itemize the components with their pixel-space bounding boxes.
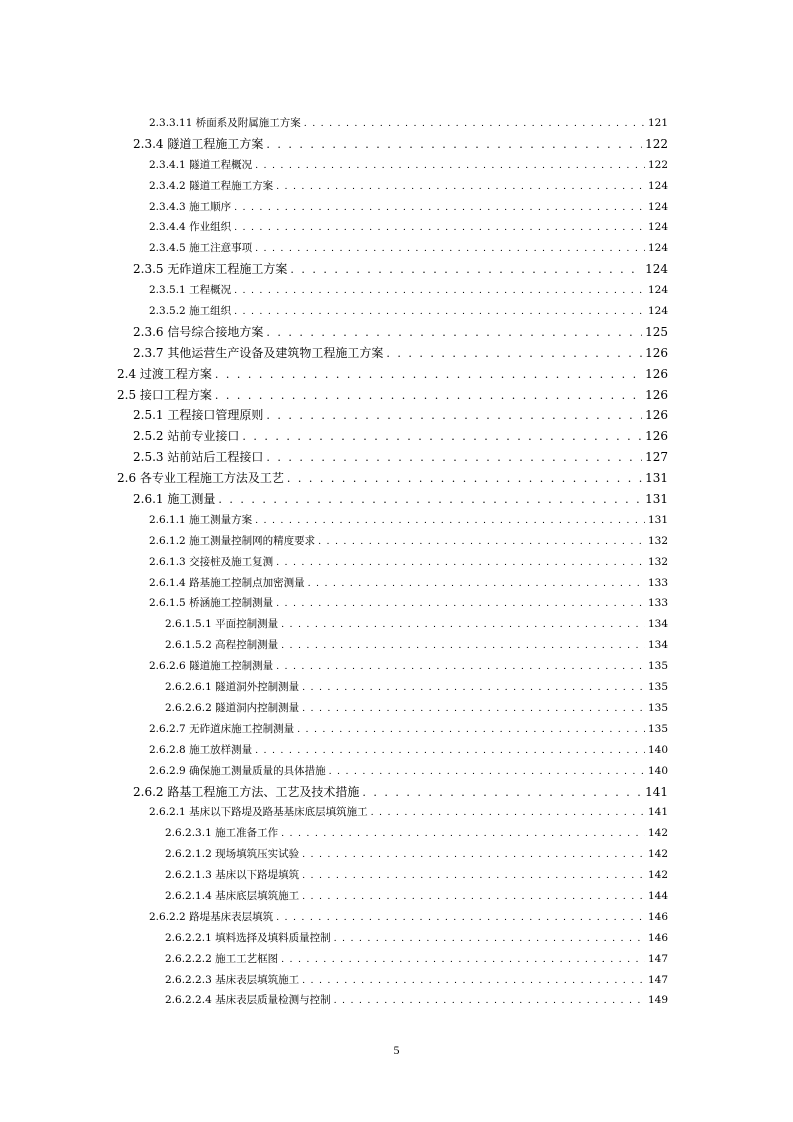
toc-entry-title: 2.5 接口工程方案 [117, 387, 212, 402]
toc-entry-page: 141 [645, 784, 668, 799]
toc-entry-title: 2.3.3.11 桥面系及附属施工方案 [149, 117, 301, 129]
toc-entry-title: 2.6.2.9 确保施工测量质量的具体措施 [149, 764, 326, 777]
toc-entry[interactable] [0, 531, 668, 552]
toc-entry-page: 133 [647, 597, 668, 610]
toc-entry[interactable] [0, 990, 668, 1011]
toc-entry[interactable] [0, 907, 668, 928]
toc-entry-title: 2.5.2 站前专业接口 [133, 429, 240, 444]
dot-leader [308, 574, 645, 594]
toc-entry[interactable] [0, 677, 668, 698]
toc-entry[interactable] [0, 468, 668, 489]
toc-entry-title: 2.3.4 隧道工程施工方案 [133, 136, 264, 151]
toc-entry-page: 126 [645, 366, 668, 381]
toc-entry[interactable] [0, 844, 668, 865]
dot-leader [302, 699, 645, 719]
dot-leader [234, 198, 645, 218]
toc-entry-page: 141 [647, 806, 668, 819]
toc-entry-title: 2.6.2.2.2 施工工艺框图 [165, 952, 279, 965]
dot-leader [281, 950, 645, 970]
toc-entry-page: 140 [647, 764, 668, 777]
toc-entry-title: 2.6.2.1 基床以下路堤及路基基床底层填筑施工 [149, 806, 368, 819]
dot-leader [362, 783, 642, 803]
toc-entry[interactable] [0, 573, 668, 594]
toc-entry-page: 124 [647, 305, 668, 318]
toc-entry-title: 2.3.4.5 施工注意事项 [149, 242, 253, 255]
toc-entry-page: 147 [647, 973, 668, 986]
dot-leader [302, 845, 645, 865]
toc-entry-page: 135 [647, 681, 668, 694]
dot-leader [334, 929, 645, 949]
toc-entry-page: 134 [647, 618, 668, 631]
toc-entry-title: 2.3.5.1 工程概况 [149, 284, 232, 297]
toc-entry[interactable] [0, 405, 668, 426]
toc-entry-title: 2.3.5 无砟道床工程施工方案 [133, 262, 288, 277]
dot-leader [302, 971, 645, 991]
toc-entry[interactable] [0, 301, 668, 322]
toc-entry-title: 2.6.2.2.4 基床表层质量检测与控制 [165, 994, 331, 1007]
toc-entry[interactable] [0, 865, 668, 886]
dot-leader [234, 302, 645, 322]
toc-entry[interactable] [0, 510, 668, 531]
toc-entry-page: 132 [647, 534, 668, 547]
dot-leader [302, 866, 645, 886]
toc-entry[interactable] [0, 280, 668, 301]
toc-entry[interactable] [0, 635, 668, 656]
toc-entry[interactable] [0, 217, 668, 238]
dot-leader [234, 218, 645, 238]
toc-entry-title: 2.5.3 站前站后工程接口 [133, 450, 264, 465]
toc-entry[interactable] [0, 113, 668, 134]
toc-entry-title: 2.3.5.2 施工组织 [149, 305, 232, 318]
toc-entry-title: 2.6.1.2 施工测量控制网的精度要求 [149, 534, 316, 547]
dot-leader [276, 657, 645, 677]
toc-entry[interactable] [0, 740, 668, 761]
toc-entry-title: 2.6.2.7 无砟道床施工控制测量 [149, 722, 295, 735]
dot-leader [266, 135, 642, 155]
toc-entry[interactable] [0, 970, 668, 991]
toc-entry[interactable] [0, 489, 668, 510]
toc-entry-page: 124 [647, 284, 668, 297]
toc-entry-page: 135 [647, 701, 668, 714]
toc-entry-title: 2.6.2.1.3 基床以下路堤填筑 [165, 869, 300, 882]
toc-entry-title: 2.3.4.4 作业组织 [149, 221, 232, 234]
dot-leader [304, 114, 645, 134]
page-number: 5 [393, 1043, 400, 1057]
dot-leader [234, 281, 645, 301]
toc-entry-page: 144 [647, 889, 668, 902]
toc-entry-title: 2.6.2.1.2 现场填筑压实试验 [165, 848, 300, 861]
toc-entry-page: 126 [645, 345, 668, 360]
dot-leader [281, 824, 645, 844]
toc-entry[interactable] [0, 259, 668, 280]
toc-entry-page: 142 [647, 827, 668, 840]
toc-entry-title: 2.6.2.1.4 基床底层填筑施工 [165, 889, 300, 902]
dot-leader [276, 553, 645, 573]
toc-entry[interactable] [0, 343, 668, 364]
toc-entry-page: 146 [647, 910, 668, 923]
dot-leader [255, 741, 645, 761]
toc-entry-page: 121 [647, 117, 668, 129]
toc-entry[interactable] [0, 238, 668, 259]
toc-entry-title: 2.3.4.1 隧道工程概况 [149, 158, 253, 171]
dot-leader [266, 323, 642, 343]
dot-leader [255, 239, 645, 259]
toc-entry-title: 2.6.2 路基工程施工方法、工艺及技术措施 [133, 784, 360, 799]
toc-entry-title: 2.6.1.5.2 高程控制测量 [165, 639, 279, 652]
toc-entry-title: 2.6.1.5 桥涵施工控制测量 [149, 597, 274, 610]
toc-entry[interactable] [0, 823, 668, 844]
toc-entry-title: 2.6.1 施工测量 [133, 492, 216, 507]
toc-entry[interactable] [0, 426, 668, 447]
dot-leader [386, 344, 642, 364]
toc-entry-page: 126 [645, 408, 668, 423]
toc-entry-title: 2.6.1.3 交接桩及施工复测 [149, 555, 274, 568]
toc-entry-title: 2.4 过渡工程方案 [117, 366, 212, 381]
toc-entry-title: 2.6.2.8 施工放样测量 [149, 743, 253, 756]
toc-entry-page: 131 [645, 492, 668, 507]
dot-leader [276, 908, 645, 928]
dot-leader [255, 156, 645, 176]
dot-leader [302, 887, 645, 907]
toc-entry-page: 133 [647, 576, 668, 589]
toc-entry-title: 2.3.7 其他运营生产设备及建筑物工程施工方案 [133, 345, 384, 360]
toc-entry[interactable] [0, 886, 668, 907]
toc-entry[interactable] [0, 802, 668, 823]
dot-leader [281, 636, 645, 656]
toc-entry-page: 142 [647, 869, 668, 882]
toc-entry[interactable] [0, 949, 668, 970]
toc-entry[interactable] [0, 782, 668, 803]
toc-entry[interactable] [0, 134, 668, 155]
toc-entry-title: 2.3.4.2 隧道工程施工方案 [149, 179, 274, 192]
toc-entry-title: 2.6.2.2.1 填料选择及填料质量控制 [165, 931, 331, 944]
toc-entry-page: 149 [647, 994, 668, 1007]
toc-entry-page: 124 [647, 200, 668, 213]
toc-entry-page: 122 [645, 136, 668, 151]
toc-entry[interactable] [0, 928, 668, 949]
toc-entry-title: 2.3.6 信号综合接地方案 [133, 324, 264, 339]
dot-leader [266, 448, 642, 468]
toc-entry-page: 147 [647, 952, 668, 965]
toc-entry-page: 131 [645, 471, 668, 486]
toc-entry-page: 135 [647, 660, 668, 673]
toc-entry-page: 134 [647, 639, 668, 652]
toc-entry-page: 124 [645, 262, 668, 277]
toc-entry-title: 2.3.4.3 施工顺序 [149, 200, 232, 213]
dot-leader [329, 762, 645, 782]
dot-leader [334, 991, 645, 1011]
dot-leader [302, 678, 645, 698]
toc-entry[interactable] [0, 385, 668, 406]
toc-entry-page: 126 [645, 387, 668, 402]
dot-leader [255, 511, 645, 531]
toc-entry-page: 124 [647, 242, 668, 255]
toc-entry-title: 2.6 各专业工程施工方法及工艺 [117, 471, 284, 486]
dot-leader [276, 177, 645, 197]
dot-leader [287, 469, 642, 489]
toc-entry-title: 2.6.1.1 施工测量方案 [149, 513, 253, 526]
toc-entry-title: 2.6.2.6.2 隧道洞内控制测量 [165, 701, 300, 714]
toc-entry[interactable] [0, 656, 668, 677]
dot-leader [290, 260, 642, 280]
toc-entry[interactable] [0, 447, 668, 468]
toc-entry-title: 2.6.2.6.1 隧道洞外控制测量 [165, 681, 300, 694]
dot-leader [242, 427, 642, 447]
toc-entry[interactable] [0, 614, 668, 635]
toc-entry[interactable] [0, 155, 668, 176]
toc-entry-page: 142 [647, 848, 668, 861]
toc-entry-page: 132 [647, 555, 668, 568]
dot-leader [218, 490, 642, 510]
toc-entry-title: 2.6.2.2 路堤基床表层填筑 [149, 910, 274, 923]
toc-entry[interactable] [0, 761, 668, 782]
toc-entry-page: 126 [645, 429, 668, 444]
dot-leader [266, 406, 642, 426]
toc-entry-page: 124 [647, 221, 668, 234]
table-of-contents [0, 113, 793, 1011]
toc-entry-title: 2.6.2.3.1 施工准备工作 [165, 827, 279, 840]
toc-entry-page: 131 [647, 513, 668, 526]
toc-entry-page: 146 [647, 931, 668, 944]
toc-entry[interactable] [0, 698, 668, 719]
toc-entry-page: 124 [647, 179, 668, 192]
toc-entry[interactable] [0, 552, 668, 573]
toc-entry-title: 2.6.2.6 隧道施工控制测量 [149, 660, 274, 673]
dot-leader [215, 365, 642, 385]
toc-entry[interactable] [0, 322, 668, 343]
toc-entry[interactable] [0, 176, 668, 197]
dot-leader [297, 720, 645, 740]
dot-leader [371, 803, 645, 823]
toc-entry[interactable] [0, 364, 668, 385]
toc-entry-page: 122 [647, 158, 668, 171]
dot-leader [276, 594, 645, 614]
toc-entry[interactable] [0, 719, 668, 740]
toc-entry-title: 2.5.1 工程接口管理原则 [133, 408, 264, 423]
toc-entry-title: 2.6.2.2.3 基床表层填筑施工 [165, 973, 300, 986]
toc-entry[interactable] [0, 197, 668, 218]
toc-entry-page: 135 [647, 722, 668, 735]
toc-entry-title: 2.6.1.4 路基施工控制点加密测量 [149, 576, 305, 589]
toc-entry-page: 127 [645, 450, 668, 465]
toc-entry-page: 125 [645, 324, 668, 339]
toc-entry-page: 140 [647, 743, 668, 756]
toc-entry-title: 2.6.1.5.1 平面控制测量 [165, 618, 279, 631]
dot-leader [318, 532, 645, 552]
toc-entry[interactable] [0, 593, 668, 614]
dot-leader [281, 615, 645, 635]
dot-leader [215, 386, 642, 406]
